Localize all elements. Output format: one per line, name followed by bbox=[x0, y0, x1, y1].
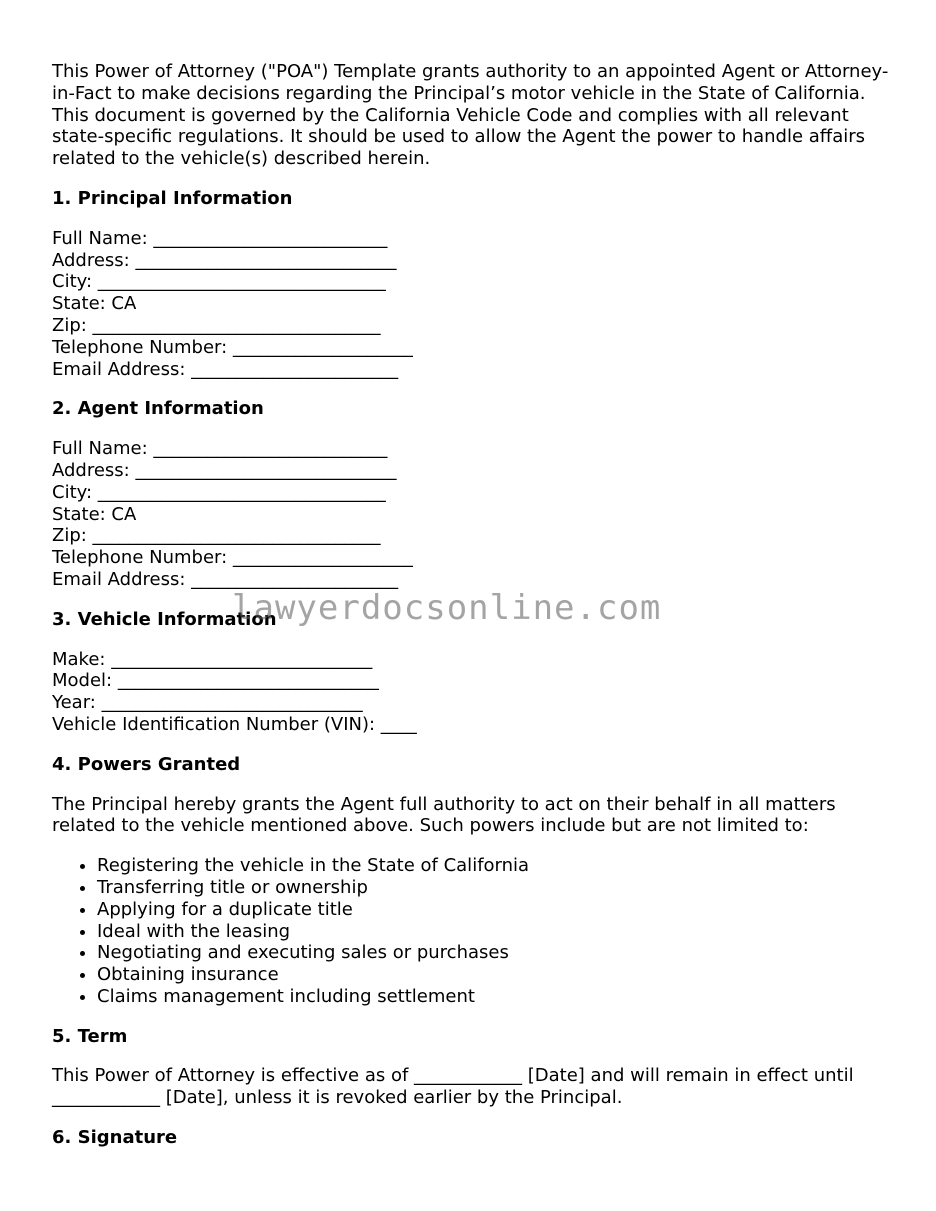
agent-full-name: Full Name: __________________________ bbox=[52, 438, 388, 460]
list-item: • Obtaining insurance bbox=[97, 964, 892, 986]
term-heading: 5. Term bbox=[52, 1025, 128, 1047]
watermark: lawyerdocsonline.com bbox=[232, 588, 662, 628]
vehicle-fields bbox=[52, 649, 892, 736]
powers-paragraph: The Principal hereby grants the Agent full authority to act on their behalf in all matters related to the vehicle mentioned above. Such powers include but are not limited to: bbox=[52, 793, 836, 837]
term-paragraph: This Power of Attorney is effective as of ____________ [Date] and will remain in effect until ____________ [Date], unless it is revoked earlier by the Principal. bbox=[52, 1065, 854, 1109]
vehicle-vin: Vehicle Identification Number (VIN): ____ bbox=[52, 713, 417, 735]
principal-zip: Zip: ________________________________ bbox=[52, 314, 381, 336]
agent-heading: 2. Agent Information bbox=[52, 398, 264, 420]
vehicle-heading: 3. Vehicle Information bbox=[52, 608, 277, 630]
list-item: • Ideal with the leasing bbox=[97, 921, 892, 943]
vehicle-model: Model: _____________________________ bbox=[52, 670, 379, 692]
agent-address: Address: _____________________________ bbox=[52, 459, 397, 481]
list-item: • Applying for a duplicate title bbox=[97, 899, 892, 921]
principal-state: State: CA bbox=[52, 293, 137, 315]
powers-heading: 4. Powers Granted bbox=[52, 753, 241, 775]
agent-email: Email Address: _______________________ bbox=[52, 568, 399, 590]
list-item: • Transferring title or ownership bbox=[97, 877, 892, 899]
list-item: • Negotiating and executing sales or purchases bbox=[97, 942, 892, 964]
principal-heading: 1. Principal Information bbox=[52, 187, 293, 209]
agent-fields bbox=[52, 438, 892, 591]
list-item: • Registering the vehicle in the State of California bbox=[97, 855, 892, 877]
principal-telephone: Telephone Number: ____________________ bbox=[52, 336, 413, 358]
signature-heading: 6. Signature bbox=[52, 1127, 178, 1149]
principal-city: City: ________________________________ bbox=[52, 271, 386, 293]
principal-address: Address: _____________________________ bbox=[52, 249, 397, 271]
list-item: • Claims management including settlement bbox=[97, 986, 892, 1008]
agent-zip: Zip: ________________________________ bbox=[52, 525, 381, 547]
agent-city: City: ________________________________ bbox=[52, 481, 386, 503]
powers-list bbox=[52, 855, 892, 1008]
principal-fields bbox=[52, 228, 892, 381]
principal-email: Email Address: _______________________ bbox=[52, 358, 399, 380]
agent-state: State: CA bbox=[52, 503, 137, 525]
intro-paragraph: This Power of Attorney ("POA") Template grants authority to an appointed Agent or Attorney-in-Fact to make decisions regarding the Principal’s motor vehicle in the State of California. This document is governed by the California Vehicle Code and complies with all relevant state-specific regulations. It should be used to allow the Agent the power to handle affairs related to the vehicle(s) described herein. bbox=[52, 61, 889, 170]
vehicle-year: Year: _____________________________ bbox=[52, 692, 363, 714]
agent-telephone: Telephone Number: ____________________ bbox=[52, 547, 413, 569]
principal-full-name: Full Name: __________________________ bbox=[52, 227, 388, 249]
vehicle-make: Make: _____________________________ bbox=[52, 648, 373, 670]
